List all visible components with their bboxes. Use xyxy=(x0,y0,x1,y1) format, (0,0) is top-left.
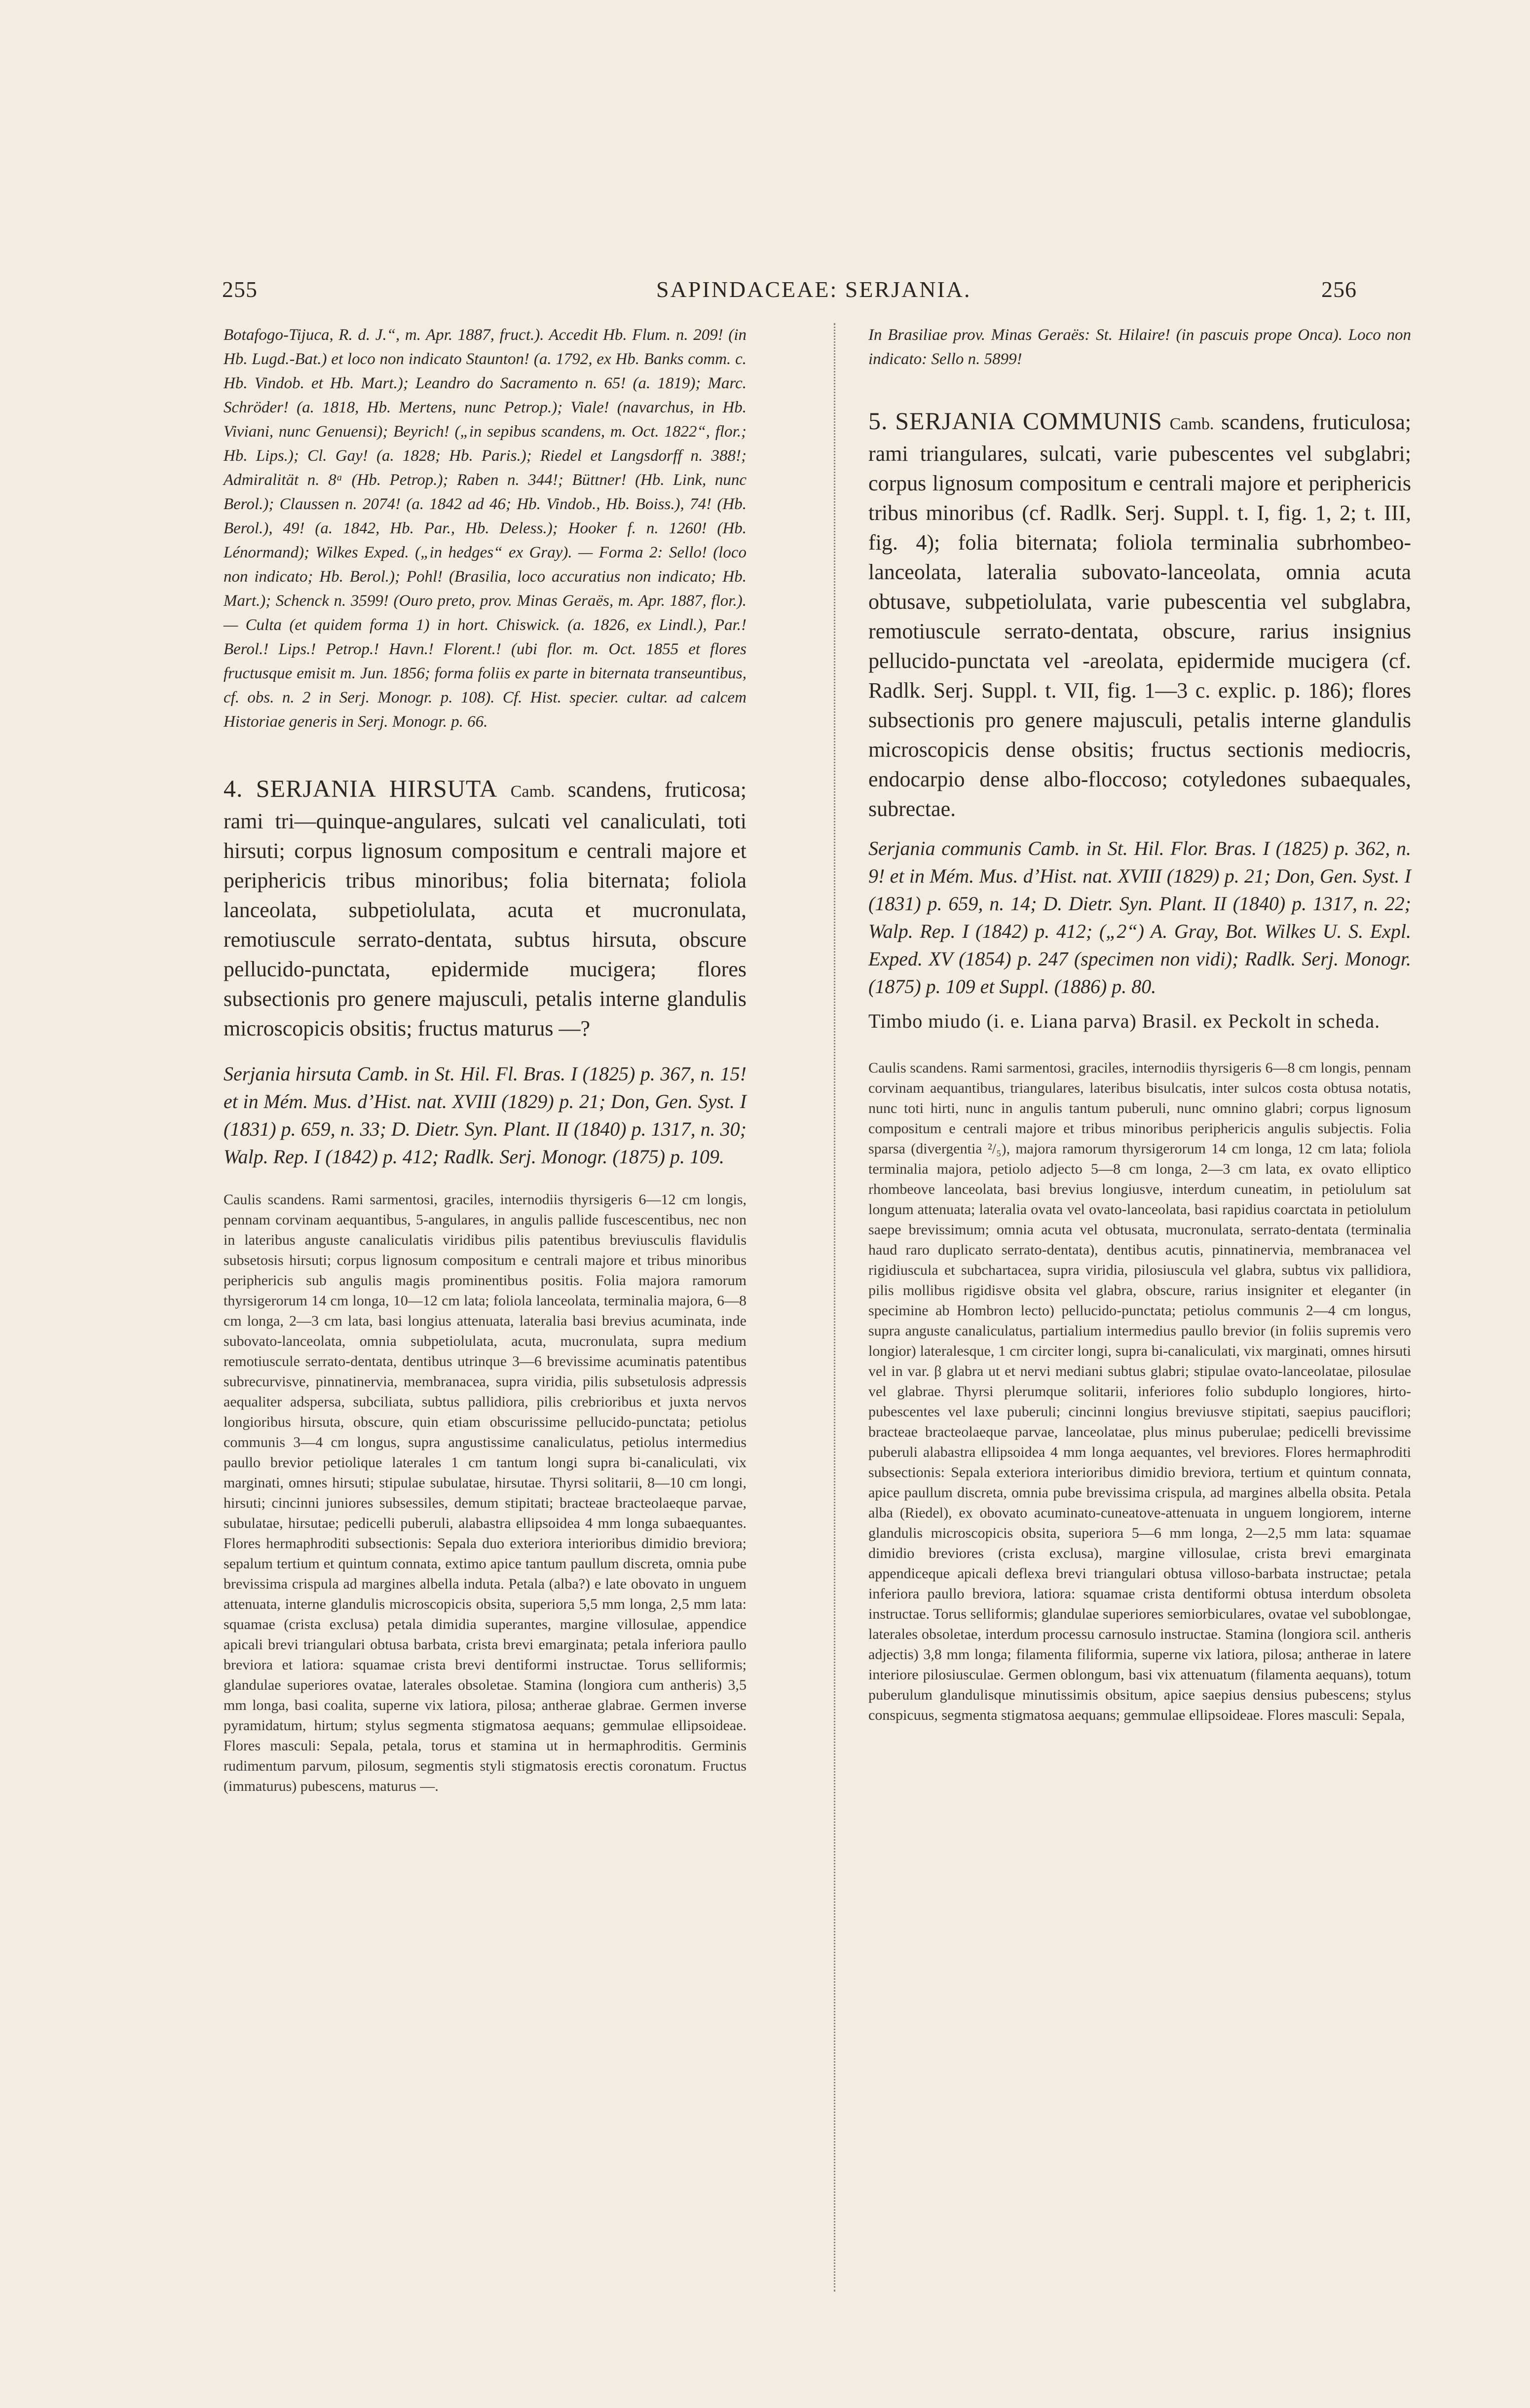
diagnosis-text: scandens, fruticosa; rami tri—quinque-angulares, sulcati vel canaliculati, toti hirsuti; corpus lignosum compositum e centrali majore et periphericis tribus minoribus; folia biternata; foliola lanceolata, subpetiolulata, acuta et mucronulata, remotiuscule serrato-dentata, subtus hirsuta, obscure pellucido-punctata, epidermide mucigera; flores subsectionis pro genere majusculi, petalis interne glandulis microscopicis obsitis; fructus maturus —? xyxy=(224,778,747,1040)
page-number-left: 255 xyxy=(222,277,258,302)
species-diagnosis xyxy=(868,406,1411,824)
description: Caulis scandens. Rami sarmentosi, graciles, internodiis thyrsigeris 6—8 cm longis, pennam corvinam aequantibus, triangulares, lateribus bisulcatis, inter sulcos costa obtusa notatis, nunc toti hirti, nunc in angulis tantum puberuli, nunc omnino glabri; corpus lignosum compositum e centrali majore et tribus minoribus periphericis angulis subjectis. Folia sparsa (divergentia ²/₅), majora ramorum thyrsigerorum 14 cm longa, 12 cm lata; foliola terminalia majora, petiolo adjecto 5—8 cm longa, 2—3 cm lata, ex ovato elliptico rhombeove lanceolata, basi brevius longiusve, interdum cuneatim, in petiolulum sat longum attenuata; lateralia ovata vel ovato-lanceolata, basi rapidius coarctata in petiolulum saepe brevissimum; omnia acuta vel obtusata, mucronulata, serrato-dentata (terminalia haud raro duplicato serrato-dentata), dentibus acutis, pinnatinervia, membranacea vel rigidiuscula et subchartacea, supra viridia, pilosiuscula vel glabra, subtus vix pallidiora, pilis mollibus rigidisve obsita vel glabra, obscure, rarius insigniter et eleganter (in specimine ab Hombron lecto) pellucido-punctata; petiolus communis 2—4 cm longus, supra anguste canaliculatus, partialium intermedius paullo brevior (in foliis supremis vero longior) lateralesque, 1 cm circiter longi, supra bi-canaliculati, vix marginati, omnes hirsuti vel in var. β glabra ut et nervi mediani subtus glabri; stipulae ovato-lanceolatae, pilosulae vel glabrae. Thyrsi plerumque solitarii, inferiores folio subduplo longiores, hirto-pubescentes vel laxe puberuli; cincinni longius breviusve stipitati, saepius pauciflori; bracteae bracteolaeque parvae, lanceolatae, plus minus puberulae; pedicelli brevissime puberuli alabastra ellipsoidea 4 mm longa aequantes, vel breviores. Flores hermaphroditi subsectionis: Sepala exteriora interioribus dimidio breviora, tertium et quintum connata, apice paullum discreta, omnia pube brevissima crispula, ad margines albella obsita. Petala alba (Riedel), ex obovato acuminato-cuneatove-attenuata in unguem longiorem, interne glandulis microscopicis obsita, superiora 5—6 mm longa, 2—2,5 mm lata: squamae dimidio breviores (crista exclusa), margine villosulae, crista brevi emarginata appendiceque apicali deflexa brevi triangulari obtusa villoso-barbata instructae; petala inferiora paullo breviora, latiora: squamae crista dentiformi obtusa interdum obsoleta instructae. Torus selliformis; glandulae superiores semiorbiculares, ovatae vel suboblongae, laterales obsoletae, interdum processu carnosulo instructae. Stamina (longiora scil. antheris adjectis) 3,8 mm longa; filamenta filiformia, superne vix latiora, pilosa; antherae in latere interiore pilosiusculae. Germen oblongum, basi vix attenuatum (filamenta aequans), totum puberulum glandulisque minutissimis obsitum, apice saepius densius pubescens; stylus conspicuus, segmenta stigmatosa aequans; gemmulae ellipsoideae. Flores masculi: Sepala, xyxy=(868,1060,1411,1723)
species-author: Camb. xyxy=(510,782,555,801)
species-name: SERJANIA COMMUNIS xyxy=(895,407,1162,435)
specimen-citations: In Brasiliae prov. Minas Geraës: St. Hilaire! (in pascuis prope Onca). Loco non indicato: Sello n. 5899! xyxy=(868,326,1411,368)
vernacular-name: Timbo miudo (i. e. Liana parva) Brasil. ex Peckolt in scheda. xyxy=(868,1010,1381,1032)
running-title: SAPINDACEAE: SERJANIA. xyxy=(656,277,971,302)
running-head xyxy=(222,276,1357,316)
species-number: 5. xyxy=(868,407,888,435)
left-column xyxy=(224,323,746,1796)
species-author: Camb. xyxy=(1169,415,1214,433)
description: Caulis scandens. Rami sarmentosi, graciles, internodiis thyrsigeris 6—12 cm longis, pennam corvinam aequantibus, 5-angulares, in angulis pallide fuscescentibus, nec non in lateribus anguste canaliculatis viridibus pilis patentibus breviusculis flavidulis subsetosis hirsuti; corpus lignosum compositum e centrali majore et tribus minoribus periphericis sub angulis magis prominentibus positis. Folia majora ramorum thyrsigerorum 14 cm longa, 10—12 cm lata; foliola lanceolata, terminalia majora, 6—8 cm longa, 2—3 cm lata, basi longius attenuata, lateralia basi brevius acuminata, inde subovato-lanceolata, omnia subpetiolulata, acuta, mucronulata, supra medium remotiuscule serrato-dentata, dentibus utrinque 3—6 brevissime acuminatis patentibus subrecurvisve, pinnatinervia, membranacea, supra viridia, pilis subsetulosis adpressis aequaliter adspersa, subciliata, subtus pallidiora, pilis crebrioribus et juxta nervos longioribus hirsuta, obscure, quin etiam obscurissime pellucido-punctata; petiolus communis 3—4 cm longus, supra angustissime canaliculatus, petiolus intermedius paullo brevior petiolique laterales 1 cm tantum longi supra bi-canaliculati, vix marginati, omnes hirsuti; stipulae subulatae, hirsutae. Thyrsi solitarii, 8—10 cm longi, hirsuti; cincinni juniores subsessiles, demum stipitati; bracteae bracteolaeque parvae, subulatae, hirsutae; pedicelli puberuli, alabastra ellipsoidea 4 mm longa subaequantes. Flores hermaphroditi subsectionis: Sepala duo exteriora interioribus dimidio breviora; sepalum tertium et quintum connata, extimo apice tantum paullum discreta, omnia pube brevissima crispula ad margines albella induta. Petala (alba?) e late obovato in unguem attenuata, interne glandulis microscopicis obsita, superiora 5,5 mm longa, 2,5 mm lata: squamae (crista exclusa) petala dimidia superantes, margine villosulae, appendice apicali brevi triangulari obtusa barbata, crista brevi emarginata; petala inferiora paullo breviora et latiora: squamae crista brevi dentiformi instructae. Torus selliformis; glandulae superiores ovatae, laterales obsoletae. Stamina (longiora cum antheris) 3,5 mm longa, basi coalita, superne vix latiora, pilosa; antherae glabrae. Germen inverse pyramidatum, hirtum; stylus segmenta stigmatosa aequans; gemmulae ellipsoideae. Flores masculi: Sepala, petala, torus et stamina ut in hermaphroditis. Germinis rudimentum parvum, pilosum, segmentis styli stigmatosis erectis coronatum. Fructus (immaturus) pubescens, maturus —. xyxy=(224,1191,746,1794)
synonymy: Serjania hirsuta Camb. in St. Hil. Fl. Bras. I (1825) p. 367, n. 15! et in Mém. Mus. d’Hist. nat. XVIII (1829) p. 21; Don, Gen. Syst. I (1831) p. 659, n. 33; D. Dietr. Syn. Plant. II (1840) p. 1317, n. 30; Walp. Rep. I (1842) p. 412; Radlk. Serj. Monogr. (1875) p. 109. xyxy=(224,1063,746,1168)
species-number: 4. xyxy=(224,775,243,802)
species-name: SERJANIA HIRSUTA xyxy=(256,775,498,802)
diagnosis-text: scandens, fruticulosa; rami triangulares, sulcati, varie pubescentes vel subglabri; corpus lignosum compositum e centrali majore et periphericis tribus minoribus (cf. Radlk. Serj. Suppl. t. I, fig. 1, 2; t. III, fig. 4); folia biternata; foliola terminalia subrhombeo-lanceolata, lateralia subovato-lanceolata, omnia acuta obtusave, subpetiolulata, varie pubescentia vel subglabra, remotiuscule serrato-dentata, obscure, rarius insignius pellucido-punctata vel -areolata, epidermide mucigera (cf. Radlk. Serj. Suppl. t. VII, fig. 1—3 c. explic. p. 186); flores subsectionis pro genere majusculi, petalis interne glandulis microscopicis dense obsitis; fructus sectionis mediocris, endocarpio dense albo-floccoso; cotyledones subaequales, subrectae. xyxy=(868,410,1412,821)
page-number-right: 256 xyxy=(1321,277,1357,302)
species-diagnosis xyxy=(224,774,746,1043)
synonymy: Serjania communis Camb. in St. Hil. Flor. Bras. I (1825) p. 362, n. 9! et in Mém. Mus. d’Hist. nat. XVIII (1829) p. 21; Don, Gen. Syst. I (1831) p. 659, n. 14; D. Dietr. Syn. Plant. II (1840) p. 1317, n. 22; Walp. Rep. I (1842) p. 412; („2“) A. Gray, Bot. Wilkes U. S. Expl. Exped. XV (1854) p. 247 (specimen non vidi); Radlk. Serj. Monogr. (1875) p. 109 et Suppl. (1886) p. 80. xyxy=(868,837,1411,998)
column-divider xyxy=(834,323,835,2292)
right-column xyxy=(868,323,1411,1725)
specimen-citations: Botafogo-Tijuca, R. d. J.“, m. Apr. 1887, fruct.). Accedit Hb. Flum. n. 209! (in Hb. Lugd.-Bat.) et loco non indicato Staunton! (a. 1792, ex Hb. Banks comm. c. Hb. Vindob. et Hb. Mart.); Leandro do Sacramento n. 65! (a. 1819); Marc. Schröder! (a. 1818, Hb. Mertens, nunc Petrop.); Viale! (navarchus, in Hb. Viviani, nunc Genuensi); Beyrich! („in sepibus scandens, m. Oct. 1822“, flor.; Hb. Lips.); Cl. Gay! (a. 1828; Hb. Paris.); Riedel et Langsdorff n. 388!; Admiralität n. 8ᵃ (Hb. Petrop.); Raben n. 344!; Büttner! (Hb. Link, nunc Berol.); Claussen n. 2074! (a. 1842 ad 46; Hb. Vindob., Hb. Boiss.), 74! (Hb. Berol.), 49! (a. 1842, Hb. Par., Hb. Deless.); Hooker f. n. 1260! (Hb. Lénormand); Wilkes Exped. („in hedges“ ex Gray). — Forma 2: Sello! (loco non indicato; Hb. Berol.); Pohl! (Brasilia, loco accuratius non indicato; Hb. Mart.); Schenck n. 3599! (Ouro preto, prov. Minas Geraës, m. Apr. 1887, flor.). — Culta (et quidem forma 1) in hort. Chiswick. (a. 1826, ex Lindl.), Par.! Berol.! Lips.! Petrop.! Havn.! Florent.! (ubi flor. m. Oct. 1855 et flores fructusque emisit m. Jun. 1856; forma foliis ex parte in biternata transeuntibus, cf. obs. n. 2 in Serj. Monogr. p. 108). Cf. Hist. specier. cultar. ad calcem Historiae generis in Serj. Monogr. p. 66. xyxy=(224,326,746,731)
